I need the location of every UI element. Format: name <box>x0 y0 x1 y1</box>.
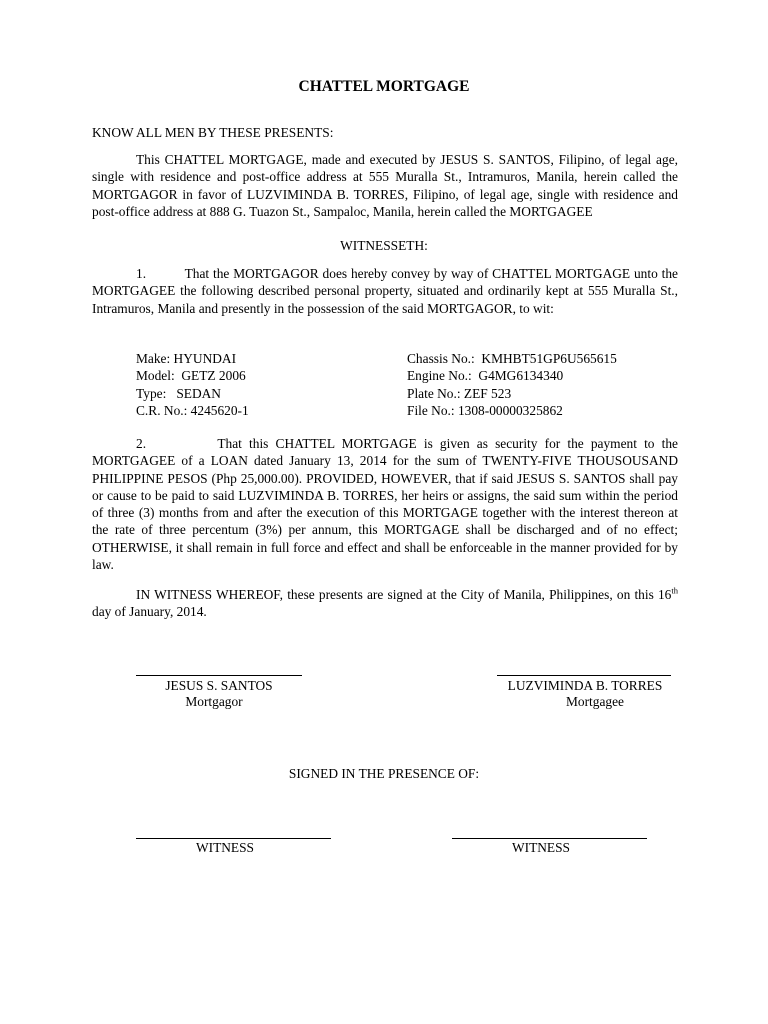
property-file-no: File No.: 1308-00000325862 <box>407 402 563 418</box>
mortgagor-role: Mortgagor <box>185 694 243 709</box>
property-details-right <box>407 350 617 419</box>
property-cr-no: C.R. No.: 4245620-1 <box>136 402 249 418</box>
witnesseth-heading: WITNESSETH: <box>340 238 428 253</box>
intro-paragraph: This CHATTEL MORTGAGE, made and executed by JESUS S. SANTOS, Filipino, of legal age, single with residence and post-office address at 555 Muralla St., Intramuros, Manila, herein called the MORTGAGOR in favor of LUZVIMINDA B. TORRES, Filipino, of legal age, single with residence and post-office address at 888 G. Tuazon St., Sampaloc, Manila, herein called the MORTGAGEE <box>92 152 678 219</box>
mortgagee-role: Mortgagee <box>565 694 624 709</box>
property-type: Type: SEDAN <box>136 385 221 401</box>
mortgagor-signature-line <box>136 675 302 676</box>
witness-2-signature-line <box>452 838 647 839</box>
clause-1-paragraph: 1. That the MORTGAGOR does hereby convey by way of CHATTEL MORTGAGE unto the MORTGAGEE the following described personal property, situated and ordinarily kept at 555 Muralla St., Intramuros, Manila and presently in the possession of the said MORTGAGOR, to wit: <box>92 266 678 316</box>
mortgagee-signature-line <box>497 675 671 676</box>
property-model: Model: GETZ 2006 <box>136 368 246 384</box>
mortgagee-name: LUZVIMINDA B. TORRES <box>507 678 663 693</box>
property-plate-no: Plate No.: ZEF 523 <box>407 385 512 401</box>
property-make: Make: HYUNDAI <box>136 351 237 366</box>
witness-1-label: WITNESS <box>195 840 255 855</box>
presence-heading: SIGNED IN THE PRESENCE OF: <box>288 766 480 781</box>
property-engine-no: Engine No.: G4MG6134340 <box>407 368 564 384</box>
document-title: CHATTEL MORTGAGE <box>298 78 470 95</box>
witness-whereof-paragraph: IN WITNESS WHEREOF, these presents are signed at the City of Manila, Philippines, on this 16th day of January, 2014. <box>92 585 678 620</box>
witness-2-label: WITNESS <box>511 840 571 855</box>
property-details-left <box>136 350 249 419</box>
witness-1-signature-line <box>136 838 331 839</box>
mortgagor-name: JESUS S. SANTOS <box>165 678 273 693</box>
property-chassis-no: Chassis No.: KMHBT51GP6U565615 <box>407 351 617 366</box>
clause-2-paragraph: 2. That this CHATTEL MORTGAGE is given as security for the payment to the MORTGAGEE of a LOAN dated January 13, 2014 for the sum of TWENTY-FIVE THOUSOUSAND PHILIPPINE PESOS (Php 25,000.00). PROVIDED, HOWEVER, that if said JESUS S. SANTOS shall pay or cause to be paid to said LUZVIMINDA B. TORRES, her heirs or assigns, the said sum within the period of three (3) months from and after the execution of this MORTGAGE together with the interest thereon at the rate of three percentum (3%) per annum, this MORTGAGE shall be discharged and of no effect; OTHERWISE, it shall remain in full force and effect and shall be enforceable in the manner provided for by law. <box>92 436 678 573</box>
opening-line: KNOW ALL MEN BY THESE PRESENTS: <box>92 125 334 140</box>
